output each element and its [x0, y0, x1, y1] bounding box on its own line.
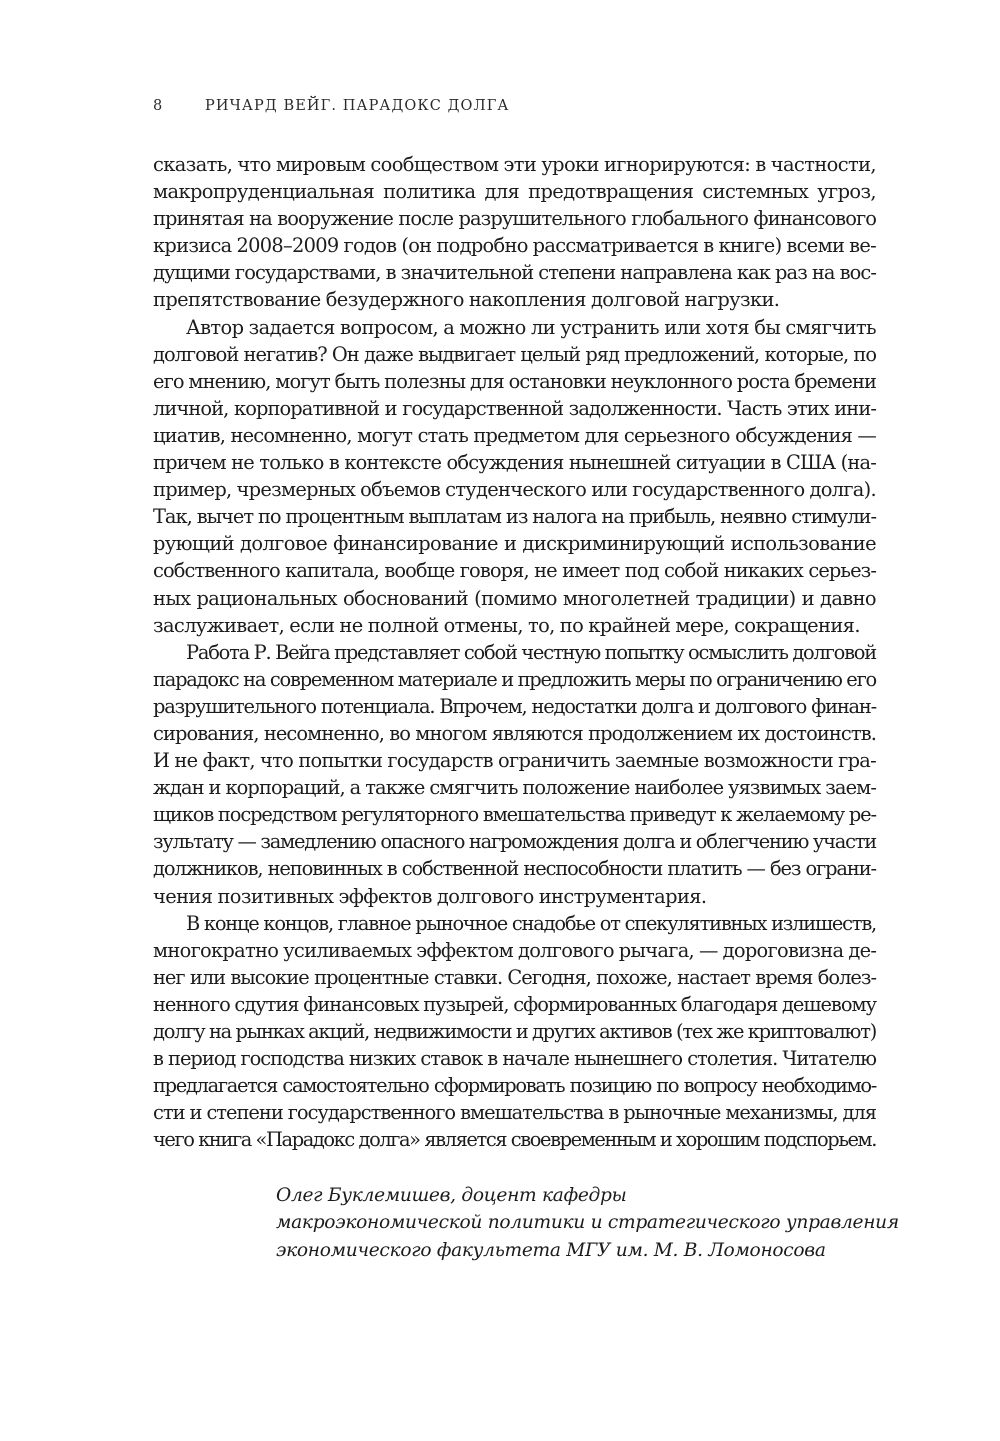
text-line: сказать, что мировым сообществом эти уроки игнорируются: в частности, [153, 153, 876, 176]
signature-line: макроэкономической политики и стратегического управления [276, 1212, 899, 1234]
text-line: щиков посредством регуляторного вмешательства приведут к желаемому ре- [153, 803, 876, 827]
text-line: его мнению, могут быть полезны для остановки неуклонного роста бремени [153, 369, 876, 393]
text-line: чего книга «Парадокс долга» является своевременным и хорошим подспорьем. [153, 1128, 876, 1152]
text-line: разрушительного потенциала. Впрочем, недостатки долга и долгового финан- [153, 694, 876, 718]
running-title: РИЧАРД ВЕЙГ. ПАРАДОКС ДОЛГА [205, 98, 510, 114]
text-line: макропруденциальная политика для предотвращения системных угроз, [153, 180, 876, 204]
text-line: нег или высокие процентные ставки. Сегодня, похоже, настает время болез- [153, 965, 876, 989]
running-head [153, 98, 509, 114]
text-line: ных рациональных обоснований (помимо многолетней традиции) и давно [153, 586, 876, 610]
signature-line: Олег Буклемишев, доцент кафедры [276, 1185, 627, 1206]
signature-line: экономического факультета МГУ им. М. В. Ломоносова [276, 1239, 826, 1261]
text-line: чения позитивных эффектов долгового инструментария. [153, 884, 707, 908]
text-line: препятствование безудержного накопления долговой нагрузки. [153, 288, 780, 312]
text-line: пример, чрезмерных объемов студенческого или государственного долга). [153, 478, 876, 502]
text-line: ненного сдутия финансовых пузырей, сформированных благодаря дешевому [153, 992, 876, 1016]
text-line: причем не только в контексте обсуждения нынешней ситуации в США (на- [153, 451, 876, 475]
text-line: кризиса 2008–2009 годов (он подробно рассматривается в книге) всеми ве- [153, 234, 876, 258]
text-line: парадокс на современном материале и предложить меры по ограничению его [153, 667, 876, 691]
paragraph [153, 639, 876, 910]
text-line: в период господства низких ставок в начале нынешнего столетия. Читателю [153, 1047, 876, 1071]
paragraph [153, 314, 876, 639]
text-line: Так, вычет по процентным выплатам из налога на прибыль, неявно стимули- [153, 505, 876, 529]
text-line: циатив, несомненно, могут стать предметом для серьезного обсуждения — [153, 423, 876, 447]
text-line: дущими государствами, в значительной степени направлена как раз на вос- [153, 261, 876, 285]
author-signature [276, 1182, 899, 1264]
text-line: собственного капитала, вообще говоря, не имеет под собой никаких серьез- [153, 559, 876, 583]
text-line: многократно усиливаемых эффектом долгового рычага, — дороговизна де- [153, 938, 877, 962]
text-line: предлагается самостоятельно сформировать позицию по вопросу необходимо- [153, 1074, 876, 1098]
text-line: Автор задается вопросом, а можно ли устранить или хотя бы смягчить [186, 315, 876, 339]
text-line: В конце концов, главное рыночное снадобье от спекулятивных излишеств, [186, 911, 876, 935]
text-line: заслуживает, если не полной отмены, то, по крайней мере, сокращения. [153, 613, 860, 637]
body-text [153, 151, 876, 1153]
text-line: ждан и корпораций, а также смягчить положение наиболее уязвимых заем- [153, 776, 876, 800]
text-line: зультату — замедлению опасного нагромождения долга и облегчению участи [153, 830, 876, 854]
text-line: долгу на рынках акций, недвижимости и других активов (тех же криптовалют) [153, 1020, 877, 1043]
text-line: должников, неповинных в собственной неспособности платить — без ограни- [153, 857, 876, 881]
text-line: сирования, несомненно, во многом являются продолжением их достоинств. [153, 721, 876, 745]
paragraph [153, 910, 876, 1154]
text-line: личной, корпоративной и государственной задолженности. Часть этих ини- [153, 396, 876, 420]
text-line: Работа Р. Вейга представляет собой честную попытку осмыслить долговой [186, 640, 876, 664]
page-number: 8 [153, 98, 164, 114]
text-line: рующий долговое финансирование и дискриминирующий использование [153, 532, 876, 556]
text-line: долговой негатив? Он даже выдвигает целый ряд предложений, которые, по [153, 342, 876, 366]
paragraph [153, 151, 876, 314]
text-line: сти и степени государственного вмешательства в рыночные механизмы, для [153, 1101, 876, 1125]
text-line: принятая на вооружение после разрушительного глобального финансового [153, 207, 876, 231]
text-line: И не факт, что попытки государств ограничить заемные возможности гра- [153, 749, 876, 773]
